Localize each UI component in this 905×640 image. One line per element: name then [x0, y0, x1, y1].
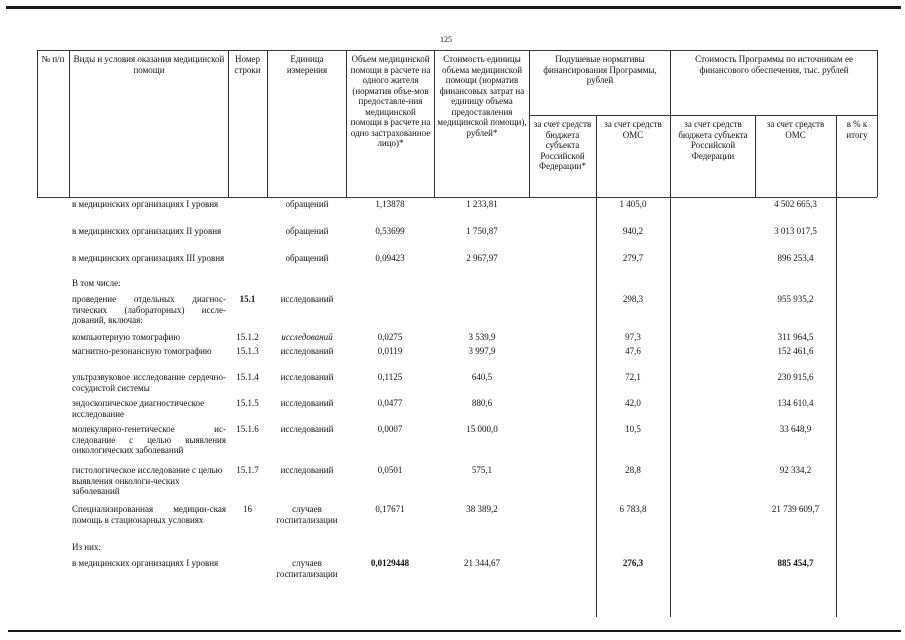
row-name: магнитно-резонансную томографию	[72, 346, 212, 356]
header-line-number: Номер строки	[234, 54, 261, 75]
header-unit-cost: Стоимость единицы объема медицинской помощи (норматив финансовых затрат на единицу объема предоставления медицинской помощи), рублей*	[437, 54, 527, 138]
row-unit: исследований	[280, 398, 334, 408]
row-cost: 575,1	[471, 465, 493, 475]
row-program-oms: 4 502 665,3	[774, 199, 817, 209]
row-cost: 3 997,9	[468, 346, 496, 356]
row-volume: 1,13878	[375, 199, 405, 209]
row-cost: 1 750,87	[466, 226, 498, 236]
row-unit: исследований	[280, 294, 334, 304]
row-norm-oms: 42,0	[625, 398, 641, 408]
row-volume: 0,53699	[375, 226, 405, 236]
header-volume: Объем медицинской помощи в расчете на одного жителя (норматив объе-мов предоставле-ния медицинской помощи в расчете на одно застрахованное лицо)*	[350, 54, 431, 148]
row-line: 15.1	[239, 294, 256, 304]
page-number: 125	[440, 35, 452, 44]
row-norm-oms: 6 783,8	[619, 504, 647, 514]
row-line: 15.1.4	[236, 372, 259, 382]
row-line: 15.1.3	[236, 346, 259, 356]
row-program-oms: 230 915,6	[777, 372, 814, 382]
row-cost: 3 539,9	[468, 332, 496, 342]
row-line: 15.1.2	[236, 332, 259, 342]
row-name: проведение отдельных диагнос-тических (лабораторных) иссле-дований, включая:	[72, 294, 226, 325]
row-cost: 21 344,67	[464, 558, 500, 568]
header-program-oms: за счет средств ОМС	[766, 119, 825, 140]
row-section-label: Из них:	[72, 542, 101, 552]
row-norm-oms: 940,2	[622, 226, 644, 236]
row-program-oms: 33 648,9	[779, 424, 812, 434]
header-norm-budget: за счет средств бюджета субъекта Российской Федерации*	[533, 119, 592, 171]
row-volume: 0,0119	[377, 346, 403, 356]
header-program-budget: за счет средств бюджета субъекта Российской Федерации	[678, 119, 748, 161]
row-name: ультразвуковое исследование сердечно-сосудистой системы	[72, 372, 226, 393]
row-norm-oms: 276,3	[622, 558, 644, 568]
top-rule	[6, 6, 901, 9]
row-name: компьютерную томографию	[72, 332, 181, 342]
row-volume: 0,1125	[377, 372, 403, 382]
row-norm-oms: 72,1	[625, 372, 641, 382]
row-name: Специализированная медицин-ская помощь в стационарных условиях	[72, 504, 226, 525]
row-program-oms: 311 964,5	[777, 332, 814, 342]
bottom-rule	[8, 630, 901, 632]
row-cost: 880,6	[471, 398, 493, 408]
row-program-oms: 885 454,7	[777, 558, 814, 568]
row-program-oms: 134 610,4	[777, 398, 814, 408]
row-line: 16	[243, 504, 252, 514]
row-volume: 0,17671	[375, 504, 405, 514]
header-per-capita-norms: Подушевые нормативы финансирования Программы, рублей	[543, 54, 657, 85]
row-name: в медицинских организациях II уровня	[72, 226, 222, 236]
row-volume: 0,0007	[377, 424, 403, 434]
row-unit: обращений	[285, 226, 329, 236]
row-volume: 0,0275	[377, 332, 403, 342]
row-volume: 0,0129448	[370, 558, 410, 568]
row-norm-oms: 47,6	[625, 346, 641, 356]
row-name: в медицинских организациях III уровня	[72, 253, 225, 263]
row-program-oms: 92 334,2	[779, 465, 812, 475]
row-volume: 0,09423	[375, 253, 405, 263]
header-unit: Единица измерения	[286, 54, 328, 75]
row-section-label: В том числе:	[72, 278, 121, 288]
row-line: 15.1.7	[236, 465, 259, 475]
row-unit: случаев госпитализации	[276, 504, 338, 525]
row-line: 15.1.5	[236, 398, 259, 408]
row-cost: 1 233,81	[466, 199, 498, 209]
row-unit: исследований	[280, 346, 334, 356]
row-norm-oms: 28,8	[625, 465, 641, 475]
row-name: молекулярно-генетическое ис-следование с целью выявления онкологических заболеваний	[72, 424, 226, 455]
row-cost: 2 967,97	[466, 253, 498, 263]
row-unit: исследований	[280, 465, 334, 475]
row-program-oms: 3 013 017,5	[774, 226, 817, 236]
row-cost: 15 000,0	[466, 424, 498, 434]
header-care-type: Виды и условия оказания медицинской помощи	[73, 54, 225, 75]
row-unit: исследований	[281, 332, 333, 342]
row-program-oms: 21 739 609,7	[771, 504, 820, 514]
row-name: гистологическое исследование с целью выявления онкологи-ческих заболеваний	[72, 465, 223, 496]
row-cost: 640,5	[471, 372, 493, 382]
row-unit: обращений	[285, 253, 329, 263]
row-program-oms: 955 935,2	[777, 294, 814, 304]
header-number: № п/п	[41, 54, 65, 64]
row-cost: 38 389,2	[466, 504, 498, 514]
row-unit: исследований	[280, 424, 334, 434]
row-unit: обращений	[285, 199, 329, 209]
header-norm-oms: за счет средств ОМС	[604, 119, 662, 140]
row-name: в медицинских организациях I уровня	[72, 199, 219, 209]
row-name: эндоскопическое диагностическое исследование	[72, 398, 205, 419]
row-norm-oms: 10,5	[625, 424, 641, 434]
row-norm-oms: 279,7	[622, 253, 644, 263]
row-norm-oms: 97,3	[625, 332, 641, 342]
row-volume: 0,0501	[377, 465, 403, 475]
row-program-oms: 152 461,6	[777, 346, 814, 356]
row-unit: случаев госпитализации	[276, 558, 338, 579]
row-norm-oms: 298,3	[622, 294, 644, 304]
row-norm-oms: 1 405,0	[619, 199, 647, 209]
row-program-oms: 896 253,4	[777, 253, 814, 263]
row-volume: 0,0477	[377, 398, 403, 408]
row-name: в медицинских организациях I уровня	[72, 558, 219, 568]
header-program-percent: в % к итогу	[846, 119, 868, 140]
row-unit: исследований	[280, 372, 334, 382]
row-line: 15.1.6	[236, 424, 259, 434]
header-program-cost: Стоимость Программы по источникам ее финансового обеспечения, тыс. рублей	[695, 54, 853, 75]
